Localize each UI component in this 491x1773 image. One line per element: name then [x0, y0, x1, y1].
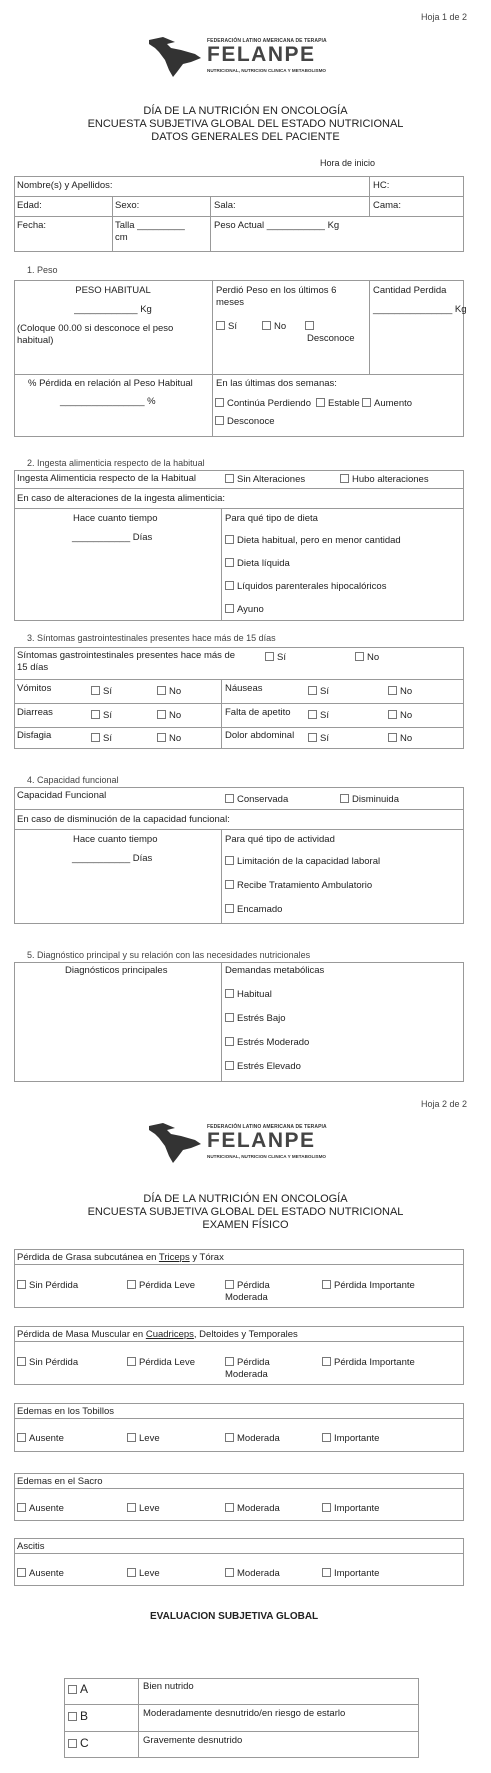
- sintomas-label2: 15 días: [17, 662, 49, 673]
- dolor-abdominal-si-checkbox[interactable]: Sí: [308, 733, 329, 744]
- peso-actual-label[interactable]: Peso Actual ___________ Kg: [214, 220, 340, 231]
- ascitis-leve-checkbox[interactable]: Leve: [127, 1568, 160, 1579]
- tobillos-importante-checkbox[interactable]: Importante: [322, 1433, 379, 1444]
- ayuno-checkbox[interactable]: Ayuno: [225, 604, 264, 615]
- sala-label[interactable]: Sala:: [214, 200, 236, 211]
- coloque-note1: (Coloque 00.00 si desconoce el peso: [17, 323, 174, 334]
- habitual-checkbox[interactable]: Habitual: [225, 989, 272, 1000]
- sacro-label: Edemas en el Sacro: [17, 1476, 103, 1487]
- caso-disminucion-label: En caso de disminución de la capacidad funcional:: [17, 814, 230, 825]
- diarreas-si-checkbox[interactable]: Sí: [91, 710, 112, 721]
- title3-p2: EXAMEN FÍSICO: [202, 1219, 289, 1231]
- grade-c-label: Gravemente desnutrido: [143, 1735, 243, 1746]
- page-number-2: Hoja 2 de 2: [421, 1099, 468, 1109]
- masa-importante-checkbox[interactable]: Pérdida Importante: [322, 1357, 415, 1368]
- continent-logo-icon: [145, 1120, 205, 1164]
- tobillos-leve-checkbox[interactable]: Leve: [127, 1433, 160, 1444]
- logo-line1: FEDERACIÓN LATINO AMERICANA DE TERAPIA: [207, 1124, 327, 1130]
- grasa-moderada-checkbox[interactable]: Pérdida: [225, 1280, 270, 1291]
- diagnosticos-label: Diagnósticos principales: [65, 965, 168, 976]
- coloque-note2: habitual): [17, 335, 54, 346]
- sintomas-no-checkbox[interactable]: No: [355, 652, 379, 663]
- logo-line1: FEDERACIÓN LATINO AMERICANA DE TERAPIA: [207, 38, 327, 44]
- sacro-importante-checkbox[interactable]: Importante: [322, 1503, 379, 1514]
- parenterales-checkbox[interactable]: Líquidos parenterales hipocalóricos: [225, 581, 386, 592]
- continua-checkbox[interactable]: Continúa Perdiendo: [215, 398, 311, 409]
- hc-label[interactable]: HC:: [373, 180, 390, 191]
- disfagia-label: Disfagia: [17, 730, 52, 741]
- disfagia-si-checkbox[interactable]: Sí: [91, 733, 112, 744]
- desconoce-checkbox[interactable]: Desconoce: [215, 416, 275, 427]
- title1-p2: DÍA DE LA NUTRICIÓN EN ONCOLOGÍA: [143, 1193, 348, 1205]
- ascitis-label: Ascitis: [17, 1541, 45, 1552]
- sintomas-label1: Síntomas gastrointestinales presentes hace más de: [17, 650, 236, 661]
- grasa-importante-checkbox[interactable]: Pérdida Importante: [322, 1280, 415, 1291]
- cantidad-label: Cantidad Perdida: [373, 285, 447, 296]
- grasa-leve-checkbox[interactable]: Pérdida Leve: [127, 1280, 195, 1291]
- nauseas-si-checkbox[interactable]: Sí: [308, 686, 329, 697]
- grade-b-label: Moderadamente desnutrido/en riesgo de estarlo: [143, 1708, 346, 1719]
- diarreas-no-checkbox[interactable]: No: [157, 710, 181, 721]
- grade-c-checkbox[interactable]: C: [68, 1736, 89, 1750]
- section2-title: 2. Ingesta alimenticia respecto de la habitual: [27, 458, 205, 468]
- cantidad-input[interactable]: _______________ Kg: [373, 304, 467, 315]
- actividad-label: Para qué tipo de actividad: [225, 834, 335, 845]
- section4-title: 4. Capacidad funcional: [27, 775, 119, 785]
- cama-label[interactable]: Cama:: [373, 200, 401, 211]
- section5-title: 5. Diagnóstico principal y su relación con las necesidades nutricionales: [27, 950, 311, 960]
- sexo-label[interactable]: Sexo:: [115, 200, 140, 211]
- aumento-checkbox[interactable]: Aumento: [362, 398, 412, 409]
- vomitos-label: Vómitos: [17, 683, 52, 694]
- dolor-abdominal-label: Dolor abdominal: [225, 730, 295, 741]
- continent-logo-icon: [145, 34, 205, 78]
- tobillos-moderada-checkbox[interactable]: Moderada: [225, 1433, 280, 1444]
- title2-p2: ENCUESTA SUBJETIVA GLOBAL DEL ESTADO NUTRICIONAL: [87, 1206, 404, 1218]
- diarreas-label: Diarreas: [17, 707, 53, 718]
- masa-leve-checkbox[interactable]: Pérdida Leve: [127, 1357, 195, 1368]
- page-number: Hoja 1 de 2: [421, 12, 468, 22]
- falta-apetito-si-checkbox[interactable]: Sí: [308, 710, 329, 721]
- estres-bajo-checkbox[interactable]: Estrés Bajo: [225, 1013, 286, 1024]
- dias-input[interactable]: ___________ Días: [72, 532, 153, 543]
- section1-title: 1. Peso: [27, 265, 58, 275]
- logo-name: FELANPE: [207, 43, 316, 66]
- sintomas-si-checkbox[interactable]: Sí: [265, 652, 286, 663]
- ingesta-label: Ingesta Alimenticia respecto de la Habitual: [17, 473, 197, 484]
- masa-moderada-label: Moderada: [225, 1369, 268, 1380]
- sacro-leve-checkbox[interactable]: Leve: [127, 1503, 160, 1514]
- disfagia-no-checkbox[interactable]: No: [157, 733, 181, 744]
- tobillos-ausente-checkbox[interactable]: Ausente: [17, 1433, 64, 1444]
- perdio-desconoce-checkbox[interactable]: [305, 321, 317, 332]
- grasa-label: Pérdida de Grasa subcutánea en Triceps y Tórax: [17, 1252, 224, 1263]
- perdio-no-checkbox[interactable]: No: [262, 321, 286, 332]
- porc-label: % Pérdida en relación al Peso Habitual: [28, 378, 193, 389]
- ascitis-moderada-checkbox[interactable]: Moderada: [225, 1568, 280, 1579]
- dieta-habitual-checkbox[interactable]: Dieta habitual, pero en menor cantidad: [225, 535, 401, 546]
- vomitos-no-checkbox[interactable]: No: [157, 686, 181, 697]
- edad-label[interactable]: Edad:: [17, 200, 42, 211]
- grade-b-checkbox[interactable]: B: [68, 1709, 88, 1723]
- conservada-checkbox[interactable]: Conservada: [225, 794, 288, 805]
- nauseas-label: Náuseas: [225, 683, 263, 694]
- fecha-label[interactable]: Fecha:: [17, 220, 47, 231]
- ambulatorio-checkbox[interactable]: Recibe Tratamiento Ambulatorio: [225, 880, 372, 891]
- sacro-ausente-checkbox[interactable]: Ausente: [17, 1503, 64, 1514]
- logo-line2: NUTRICIONAL, NUTRICION CLINICA Y METABOLISMO: [207, 68, 327, 73]
- nauseas-no-checkbox[interactable]: No: [388, 686, 412, 697]
- hace-label: Hace cuanto tiempo: [73, 513, 158, 524]
- perdio-label2: meses: [216, 297, 244, 308]
- estres-moderado-checkbox[interactable]: Estrés Moderado: [225, 1037, 309, 1048]
- title3: DATOS GENERALES DEL PACIENTE: [151, 131, 340, 143]
- ultimas-label: En las últimas dos semanas:: [216, 378, 337, 389]
- hubo-alteraciones-checkbox[interactable]: Hubo alteraciones: [340, 474, 429, 485]
- caso-alteraciones-label: En caso de alteraciones de la ingesta alimenticia:: [17, 493, 226, 504]
- felanpe-logo: [145, 34, 335, 78]
- grasa-moderada-label: Moderada: [225, 1292, 268, 1303]
- ascitis-importante-checkbox[interactable]: Importante: [322, 1568, 379, 1579]
- felanpe-logo-2: [145, 1120, 335, 1164]
- falta-apetito-label: Falta de apetito: [225, 707, 291, 718]
- logo-line2: NUTRICIONAL, NUTRICION CLINICA Y METABOLISMO: [207, 1154, 327, 1159]
- disminuida-checkbox[interactable]: Disminuida: [340, 794, 399, 805]
- estable-checkbox[interactable]: Estable: [316, 398, 360, 409]
- masa-moderada-checkbox[interactable]: Pérdida: [225, 1357, 270, 1368]
- dias-input-2[interactable]: ___________ Días: [72, 853, 153, 864]
- sacro-moderada-checkbox[interactable]: Moderada: [225, 1503, 280, 1514]
- dieta-liquida-checkbox[interactable]: Dieta líquida: [225, 558, 290, 569]
- masa-sin-perdida-checkbox[interactable]: Sin Pérdida: [17, 1357, 78, 1368]
- logo-name: FELANPE: [207, 1129, 316, 1152]
- dieta-label: Para qué tipo de dieta: [225, 513, 318, 524]
- section3-title: 3. Síntomas gastrointestinales presentes hace más de 15 días: [27, 633, 276, 643]
- title1: DÍA DE LA NUTRICIÓN EN ONCOLOGÍA: [143, 105, 348, 117]
- capacidad-label: Capacidad Funcional: [17, 790, 107, 801]
- perdio-label1: Perdió Peso en los últimos 6: [216, 285, 337, 296]
- ascitis-ausente-checkbox[interactable]: Ausente: [17, 1568, 64, 1579]
- perdio-desconoce-label: Desconoce: [307, 333, 355, 344]
- demandas-label: Demandas metabólicas: [225, 965, 325, 976]
- title2: ENCUESTA SUBJETIVA GLOBAL DEL ESTADO NUTRICIONAL: [87, 118, 404, 130]
- masa-label: Pérdida de Masa Muscular en Cuadriceps, Deltoides y Temporales: [17, 1329, 298, 1340]
- porc-input[interactable]: ________________ %: [60, 396, 156, 407]
- peso-habitual-input[interactable]: ____________ Kg: [74, 304, 152, 315]
- talla-label[interactable]: Talla _________: [115, 220, 185, 231]
- sin-alteraciones-checkbox[interactable]: Sin Alteraciones: [225, 474, 305, 485]
- falta-apetito-no-checkbox[interactable]: No: [388, 710, 412, 721]
- estres-elevado-checkbox[interactable]: Estrés Elevado: [225, 1061, 301, 1072]
- evaluacion-title: EVALUACION SUBJETIVA GLOBAL: [150, 1611, 319, 1622]
- grade-a-label: Bien nutrido: [143, 1681, 194, 1692]
- limitacion-checkbox[interactable]: Limitación de la capacidad laboral: [225, 856, 380, 867]
- hace-label-2: Hace cuanto tiempo: [73, 834, 158, 845]
- talla-unit: cm: [115, 232, 128, 243]
- dolor-abdominal-no-checkbox[interactable]: No: [388, 733, 412, 744]
- grasa-sin-perdida-checkbox[interactable]: Sin Pérdida: [17, 1280, 78, 1291]
- peso-habitual-label: PESO HABITUAL: [75, 285, 151, 296]
- nombre-label[interactable]: Nombre(s) y Apellidos:: [17, 180, 113, 191]
- hora-inicio: Hora de inicio: [320, 158, 376, 168]
- grade-a-checkbox[interactable]: A: [68, 1682, 88, 1696]
- encamado-checkbox[interactable]: Encamado: [225, 904, 282, 915]
- tobillos-label: Edemas en los Tobillos: [17, 1406, 114, 1417]
- vomitos-si-checkbox[interactable]: Sí: [91, 686, 112, 697]
- perdio-si-checkbox[interactable]: Sí: [216, 321, 237, 332]
